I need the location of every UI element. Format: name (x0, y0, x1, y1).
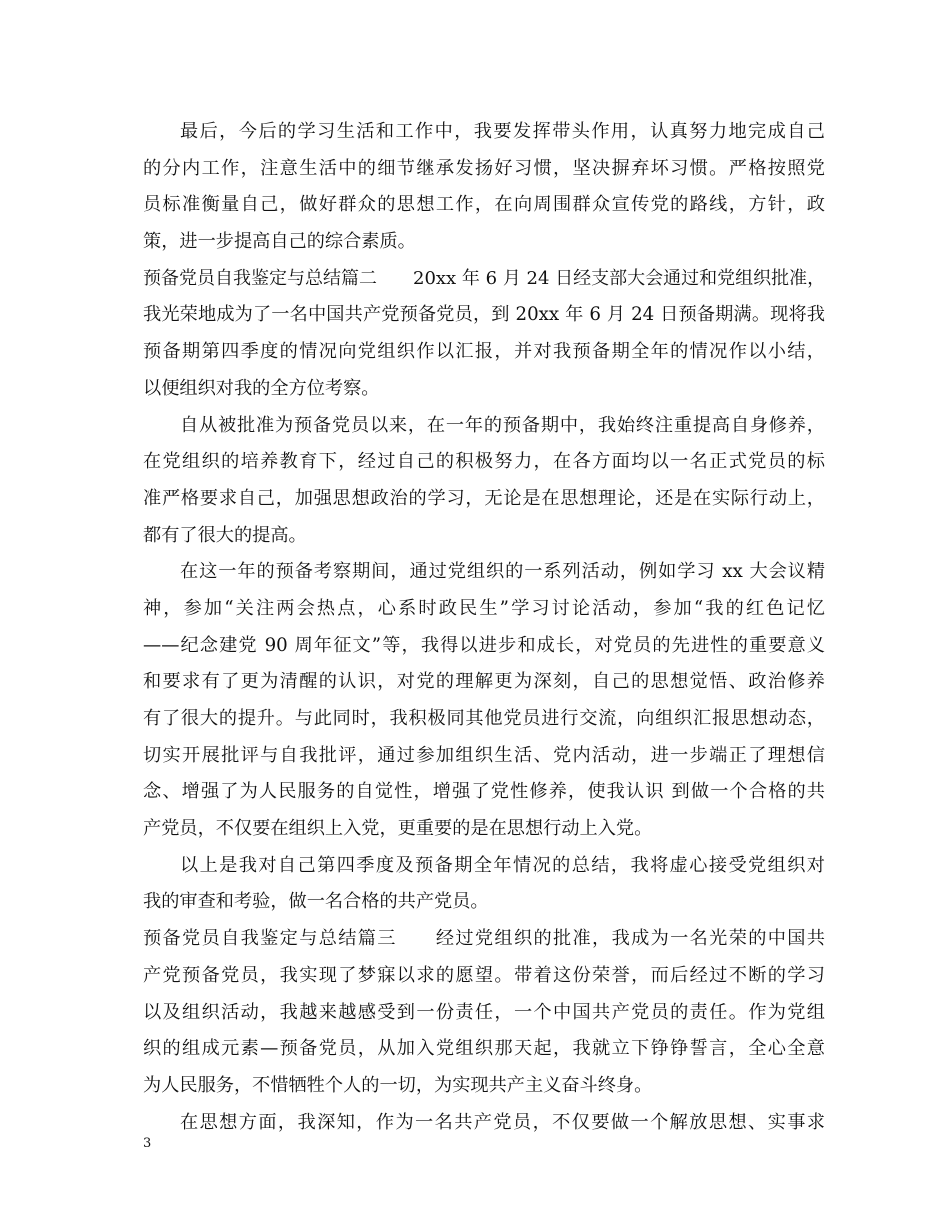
text-line: ——纪念建党 90 周年征文”等，我得以进步和成长，对党员的先进性的重要意义 (143, 634, 825, 656)
text-line: 员标准衡量自己，做好群众的思想工作，在向周围群众宣传党的路线，方针，政 (143, 194, 825, 216)
text-line: 以及组织活动，我越来越感受到一份责任，一个中国共产党员的责任。作为党组 (143, 1001, 825, 1023)
text-line: 最后，今后的学习生活和工作中，我要发挥带头作用，认真努力地完成自己 (180, 121, 825, 142)
text-line: 预备党员自我鉴定与总结篇三 经过党组织的批准，我成为一名光荣的中国共 (143, 928, 825, 950)
text-line: 产党员，不仅要在组织上入党，更重要的是在思想行动上入党。 (143, 818, 653, 840)
text-line: 织的组成元素—预备党员，从加入党组织那天起，我就立下铮铮誓言，全心全意 (143, 1038, 825, 1060)
page-number: 3 (143, 1136, 152, 1151)
text-line: 为人民服务，不惜牺牲个人的一切，为实现共产主义奋斗终身。 (143, 1074, 653, 1096)
text-line: 准严格要求自己，加强思想政治的学习，无论是在思想理论，还是在实际行动上， (143, 487, 825, 509)
text-line: 念、增强了为人民服务的自觉性，增强了党性修养，使我认识 到做一个合格的共 (143, 781, 825, 803)
text-line: 都有了很大的提高。 (143, 524, 307, 546)
text-line: 在这一年的预备考察期间，通过党组织的一系列活动，例如学习 xx 大会议精 (180, 561, 825, 583)
text-line: 在思想方面，我深知，作为一名共产党员，不仅要做一个解放思想、实事求 (180, 1111, 825, 1133)
text-line: 切实开展批评与自我批评，通过参加组织生活、党内活动，进一步端正了理想信 (143, 744, 825, 766)
text-line: 我的审查和考验，做一名合格的共产党员。 (143, 891, 489, 913)
text-line: 有了很大的提升。与此同时，我积极同其他党员进行交流，向组织汇报思想动态， (143, 708, 825, 729)
text-line: 的分内工作，注意生活中的细节继承发扬好习惯，坚决摒弃坏习惯。严格按照党 (143, 157, 825, 179)
text-line: 自从被批准为预备党员以来，在一年的预备期中，我始终注重提高自身修养， (180, 414, 825, 436)
text-line: 策，进一步提高自己的综合素质。 (143, 231, 416, 253)
text-line: 以便组织对我的全方位考察。 (143, 377, 380, 399)
text-line: 在党组织的培养教育下，经过自己的积极努力，在各方面均以一名正式党员的标 (143, 451, 825, 473)
text-line: 和要求有了更为清醒的认识，对党的理解更为深刻，自己的思想觉悟、政治修养 (143, 671, 825, 693)
document-body (143, 114, 825, 1141)
text-line: 神，参加“关注两会热点，心系时政民生”学习讨论活动，参加“我的红色记忆 (143, 597, 825, 619)
text-line: 预备党员自我鉴定与总结篇二 20xx 年 6 月 24 日经支部大会通过和党组织批准， (143, 267, 826, 289)
text-line: 以上是我对自己第四季度及预备期全年情况的总结，我将虚心接受党组织对 (180, 854, 825, 876)
text-line: 我光荣地成为了一名中国共产党预备党员，到 20xx 年 6 月 24 日预备期满。现将我 (143, 304, 825, 326)
text-line: 预备期第四季度的情况向党组织作以汇报，并对我预备期全年的情况作以小结， (143, 341, 825, 363)
text-line: 产党预备党员，我实现了梦寐以求的愿望。带着这份荣誉，而后经过不断的学习 (143, 964, 825, 986)
